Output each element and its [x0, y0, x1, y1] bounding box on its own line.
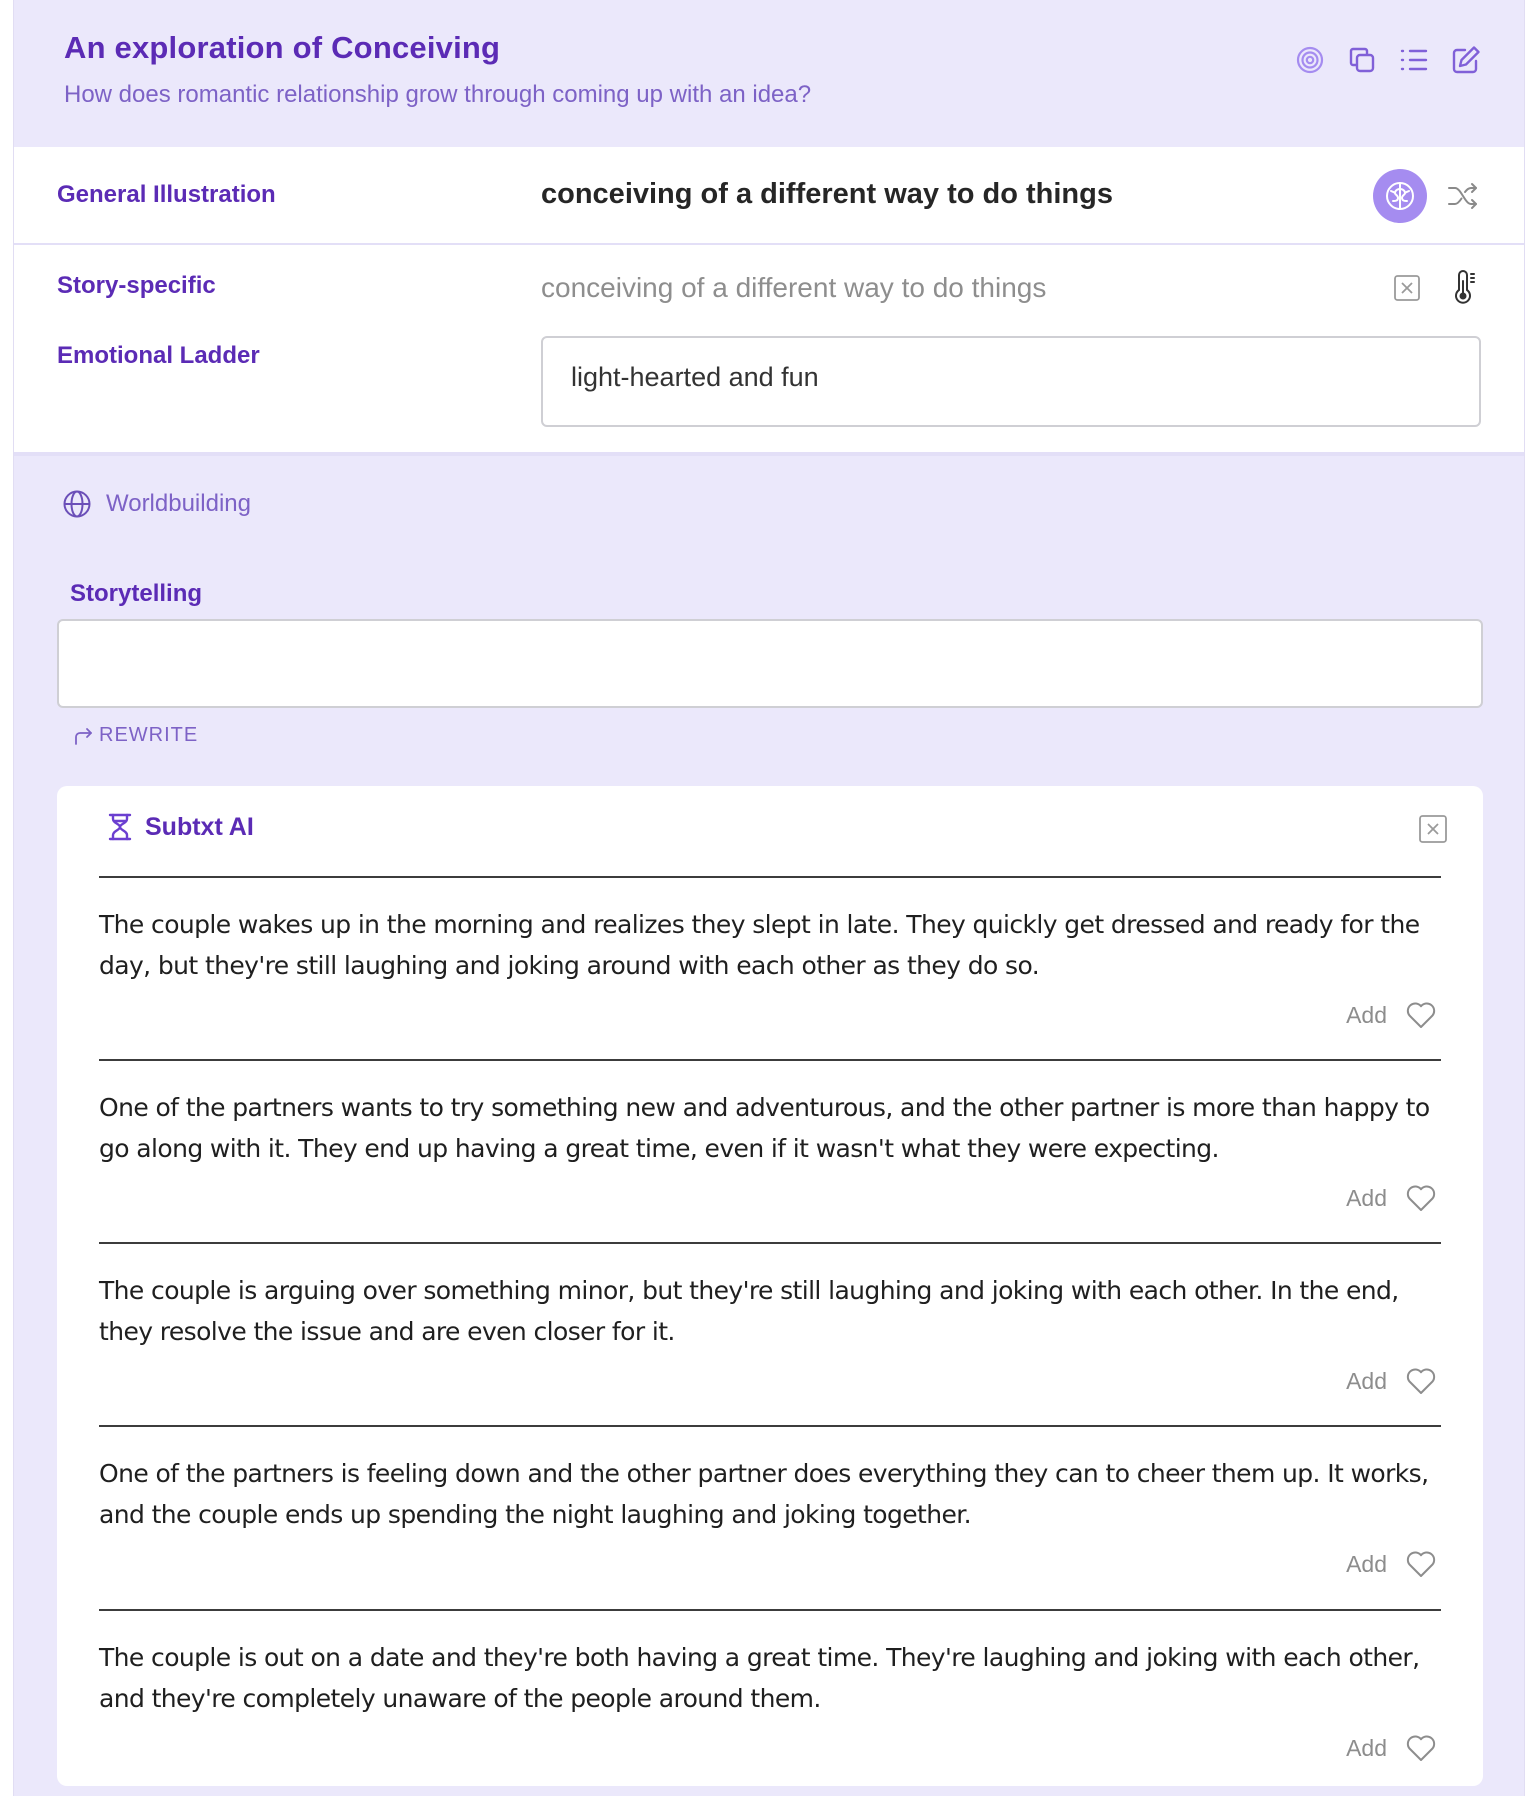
illustration-panel — [14, 147, 1524, 456]
suggestion-line: The couple wakes up in the morning and realizes they slept in late. They quickly get dressed and ready for the — [99, 910, 1420, 939]
suggestion-line: One of the partners is feeling down and the other partner does everything they can to cheer them up. It works, — [99, 1459, 1429, 1488]
suggestion-line: One of the partners wants to try something new and adventurous, and the other partner is more than happy to — [99, 1093, 1430, 1122]
separator — [99, 1609, 1441, 1611]
storytelling-input[interactable] — [57, 619, 1483, 708]
separator — [99, 876, 1441, 878]
storytelling-label: Storytelling — [70, 580, 203, 607]
header — [14, 0, 1524, 147]
clear-story-specific-icon[interactable] — [1393, 274, 1421, 302]
worldbuilding-toggle[interactable] — [62, 489, 251, 519]
add-button[interactable]: Add — [1346, 1734, 1387, 1761]
redo-arrow-icon — [73, 725, 95, 747]
emotional-ladder-input[interactable]: light-hearted and fun — [541, 336, 1481, 427]
globe-icon — [62, 489, 92, 519]
suggestion-actions — [1346, 1733, 1437, 1763]
suggestion-item — [99, 1270, 1441, 1394]
separator — [99, 1059, 1441, 1061]
ai-card-header — [107, 812, 254, 842]
row-divider — [14, 243, 1524, 245]
story-specific-label: Story-specific — [57, 272, 216, 299]
suggestion-item — [99, 1453, 1441, 1577]
ai-card-title: Subtxt AI — [145, 812, 254, 841]
add-button[interactable]: Add — [1346, 1367, 1387, 1394]
general-illustration-label: General Illustration — [57, 181, 276, 208]
heart-icon[interactable] — [1405, 1000, 1437, 1030]
emotional-ladder-label: Emotional Ladder — [57, 342, 260, 369]
hourglass-icon — [107, 812, 133, 842]
page-title: An exploration of Conceiving — [64, 30, 501, 65]
suggestion-line: they resolve the issue and are even closer for it. — [99, 1317, 675, 1346]
brain-icon — [1383, 179, 1417, 213]
suggestion-line: day, but they're still laughing and joking around with each other as they do so. — [99, 951, 1040, 980]
suggestion-line: The couple is out on a date and they're both having a great time. They're laughing and joking with each other, — [99, 1643, 1420, 1672]
app-frame — [13, 0, 1525, 1796]
add-button[interactable]: Add — [1346, 1184, 1387, 1211]
rewrite-button[interactable] — [73, 724, 198, 747]
add-button[interactable]: Add — [1346, 1550, 1387, 1577]
suggestion-actions — [1346, 1549, 1437, 1579]
header-toolbar — [1294, 44, 1482, 76]
heart-icon[interactable] — [1405, 1733, 1437, 1763]
suggestion-line: and they're completely unaware of the people around them. — [99, 1684, 821, 1713]
list-icon[interactable] — [1398, 44, 1430, 76]
worldbuilding-label: Worldbuilding — [106, 490, 251, 517]
suggestion-line: go along with it. They end up having a great time, even if it wasn't what they were expecting. — [99, 1134, 1219, 1163]
suggestion-line: and the couple ends up spending the night laughing and joking together. — [99, 1500, 971, 1529]
general-illustration-value: conceiving of a different way to do things — [541, 178, 1113, 210]
thermometer-icon[interactable] — [1449, 269, 1483, 305]
page-subtitle: How does romantic relationship grow through coming up with an idea? — [64, 81, 812, 108]
target-icon[interactable] — [1294, 44, 1326, 76]
heart-icon[interactable] — [1405, 1183, 1437, 1213]
suggestion-item — [99, 904, 1441, 1028]
copy-icon[interactable] — [1346, 44, 1378, 76]
suggestion-actions — [1346, 1366, 1437, 1396]
rewrite-label: REWRITE — [99, 724, 199, 746]
suggestion-actions — [1346, 1000, 1437, 1030]
separator — [99, 1425, 1441, 1427]
edit-icon[interactable] — [1450, 44, 1482, 76]
shuffle-icon[interactable] — [1446, 179, 1480, 213]
suggestion-line: The couple is arguing over something minor, but they're still laughing and joking with each other. In the end, — [99, 1276, 1399, 1305]
suggestion-item — [99, 1087, 1441, 1211]
story-specific-value: conceiving of a different way to do things — [541, 272, 1047, 303]
add-button[interactable]: Add — [1346, 1001, 1387, 1028]
heart-icon[interactable] — [1405, 1549, 1437, 1579]
separator — [99, 1242, 1441, 1244]
suggestion-item — [99, 1637, 1441, 1761]
subtxt-ai-card — [57, 786, 1483, 1786]
close-ai-icon[interactable] — [1418, 814, 1448, 844]
heart-icon[interactable] — [1405, 1366, 1437, 1396]
brain-button[interactable] — [1373, 169, 1427, 223]
suggestion-actions — [1346, 1183, 1437, 1213]
